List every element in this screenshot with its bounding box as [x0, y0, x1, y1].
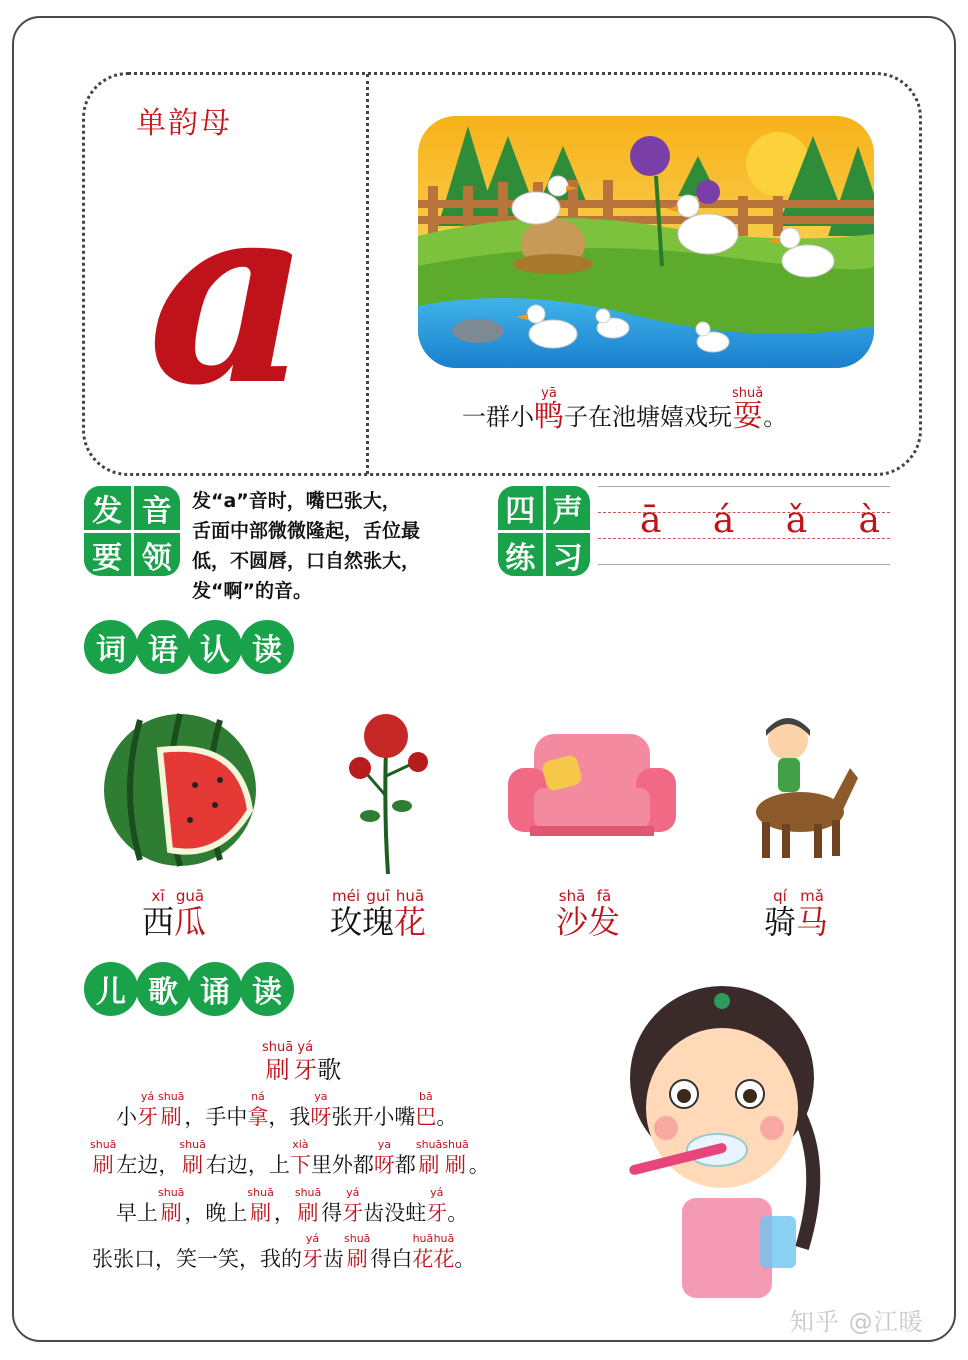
hanzi: 都	[394, 1153, 416, 1177]
duck-pond-illustration	[418, 116, 874, 368]
hanzi: 歌	[317, 1056, 342, 1084]
pinyin: huā	[412, 1232, 434, 1245]
hanzi: 呀	[373, 1153, 395, 1177]
text-char	[486, 386, 510, 432]
hanzi: 嬉	[660, 403, 684, 431]
pinyin	[612, 386, 636, 402]
text-char	[363, 1186, 426, 1226]
hanzi: 右边，上	[205, 1153, 290, 1177]
pinyin: shuā	[247, 1186, 274, 1199]
hanzi: 沙	[556, 903, 589, 941]
text-char	[764, 888, 796, 940]
pronunciation-tiles	[84, 486, 180, 576]
hanzi: 瑰	[362, 903, 395, 941]
heading-char: 儿	[84, 962, 138, 1016]
tile-char: 音	[134, 486, 181, 530]
text-char	[268, 1090, 310, 1130]
text-char	[184, 1090, 247, 1130]
pinyin: fā	[596, 887, 612, 905]
pinyin: huā	[433, 1232, 455, 1245]
hanzi: 鸭	[534, 399, 564, 434]
highlighted-char	[247, 1090, 268, 1130]
tone-tiles	[498, 486, 590, 576]
heading-char: 认	[188, 620, 242, 674]
highlighted-char	[732, 386, 763, 432]
pinyin	[510, 386, 534, 402]
pinyin: guī	[366, 887, 390, 905]
heading-char: 读	[240, 620, 294, 674]
tile-char: 发	[84, 486, 131, 530]
hanzi: 刷	[182, 1153, 204, 1177]
big-letter: a	[148, 146, 310, 440]
pinyin	[486, 386, 510, 402]
watermelon-image	[100, 710, 260, 870]
pronunciation-text	[192, 486, 482, 606]
word-watermelon	[142, 888, 206, 940]
pinyin: bā	[419, 1090, 433, 1103]
watermark: 知乎 @江暖	[790, 1308, 924, 1336]
pinyin: mǎ	[800, 887, 824, 905]
hanzi: 小	[510, 403, 534, 431]
hanzi: 刷	[346, 1247, 368, 1271]
text-char	[660, 386, 684, 432]
pinyin: guā	[175, 887, 205, 905]
pinyin	[311, 1138, 374, 1152]
text-char	[116, 1090, 137, 1130]
highlighted-char	[247, 1186, 273, 1226]
hanzi: 呀	[310, 1105, 332, 1129]
tone-mark: à	[858, 500, 880, 541]
tone-marks	[640, 500, 880, 541]
highlighted-char	[556, 888, 588, 940]
text-char	[469, 1138, 490, 1178]
heading-char: 词	[84, 620, 138, 674]
card-divider	[366, 74, 369, 474]
hanzi: ，我	[268, 1105, 311, 1129]
text-char	[395, 1138, 416, 1178]
pinyin: yá	[430, 1186, 444, 1199]
highlighted-char	[158, 1090, 184, 1130]
pinyin	[395, 1138, 416, 1152]
hanzi: 牙	[302, 1247, 323, 1271]
text-char	[370, 1232, 412, 1272]
hanzi: 池	[612, 403, 636, 431]
pinyin	[363, 1186, 426, 1200]
text-char	[274, 1186, 295, 1226]
hanzi: 小	[116, 1105, 137, 1129]
highlighted-char	[416, 1138, 442, 1178]
hanzi: 。	[447, 1201, 469, 1225]
pinyin	[708, 386, 732, 402]
pinyin: shuā	[294, 1186, 322, 1199]
pinyin	[116, 1090, 137, 1104]
text-char	[116, 1138, 179, 1178]
words-heading	[88, 620, 294, 674]
pinyin	[564, 386, 588, 402]
text-char	[206, 1138, 290, 1178]
hanzi: 刷	[444, 1153, 466, 1177]
pinyin	[184, 1186, 247, 1200]
hanzi: 刷	[265, 1056, 290, 1084]
hanzi: 张开小嘴	[331, 1105, 416, 1129]
poem-line	[90, 1138, 490, 1178]
pinyin: shuā	[158, 1186, 185, 1199]
highlighted-char	[295, 1186, 321, 1226]
tile-char: 声	[546, 486, 591, 530]
hanzi: 耍	[732, 399, 763, 434]
word-sofa	[556, 888, 620, 940]
scene-sentence	[462, 386, 787, 446]
tip-line: 舌面中部微微隆起，舌位最	[192, 520, 421, 542]
text-char	[436, 1090, 457, 1130]
text-char	[510, 386, 534, 432]
hanzi: 牙	[293, 1056, 318, 1084]
pinyin: shuǎ	[732, 386, 764, 401]
highlighted-char	[302, 1232, 323, 1272]
text-char	[636, 386, 660, 432]
hanzi: 得白	[370, 1247, 413, 1271]
tile-char: 领	[134, 533, 181, 576]
poem-title	[262, 1040, 341, 1084]
hanzi: 拿	[247, 1105, 269, 1129]
hanzi: 花	[433, 1247, 455, 1271]
text-char	[588, 386, 612, 432]
pinyin: yá	[140, 1090, 155, 1103]
heading-char: 读	[240, 962, 294, 1016]
hanzi: 一	[462, 403, 486, 431]
pinyin	[462, 386, 486, 402]
text-char	[321, 1186, 342, 1226]
pinyin	[331, 1090, 415, 1104]
tip-line: 发“啊”的音。	[192, 580, 312, 602]
highlighted-char	[293, 1040, 317, 1084]
pinyin	[317, 1040, 341, 1056]
category-label: 单韵母	[136, 106, 232, 141]
hanzi: 得	[321, 1201, 343, 1225]
hanzi: 玩	[708, 403, 732, 431]
text-char	[684, 386, 708, 432]
hanzi: 瓜	[174, 903, 207, 941]
heading-char: 诵	[188, 962, 242, 1016]
hanzi: 巴	[415, 1105, 437, 1129]
pinyin	[469, 1138, 490, 1152]
highlighted-char	[179, 1138, 205, 1178]
text-char	[92, 1232, 302, 1272]
hanzi: 群	[486, 403, 510, 431]
tile-char: 要	[84, 533, 131, 576]
highlighted-char	[374, 1138, 395, 1178]
pinyin: méi	[332, 887, 361, 905]
pinyin	[116, 1138, 179, 1152]
hanzi: ，	[273, 1201, 295, 1225]
highlighted-char	[588, 888, 620, 940]
pinyin: ná	[251, 1090, 265, 1103]
highlighted-char	[342, 1186, 363, 1226]
highlighted-char	[158, 1186, 184, 1226]
pinyin	[206, 1138, 290, 1152]
highlighted-char	[290, 1138, 311, 1178]
word-horse-riding	[764, 888, 828, 940]
hanzi: 花	[412, 1247, 434, 1271]
hanzi: 刷	[418, 1153, 440, 1177]
tip-line: 低，不圆唇，口自然张大，	[192, 550, 421, 572]
hanzi: 刷	[92, 1153, 114, 1177]
hanzi: 齿没蛀	[363, 1201, 427, 1225]
tile-char: 练	[498, 533, 543, 576]
pinyin	[321, 1186, 342, 1200]
pinyin: shuā	[415, 1138, 443, 1151]
text-char	[362, 888, 394, 940]
pinyin: yá	[297, 1040, 314, 1055]
hanzi: 。	[468, 1153, 490, 1177]
pinyin	[268, 1090, 310, 1104]
pinyin: shuā	[179, 1138, 206, 1151]
highlighted-char	[174, 888, 206, 940]
pinyin	[454, 1232, 475, 1246]
hanzi: 发	[588, 903, 621, 941]
poem-line	[92, 1232, 475, 1272]
hanzi: 下	[289, 1153, 311, 1177]
horse-rider-image	[742, 712, 862, 864]
hanzi: 塘	[636, 403, 660, 431]
highlighted-char	[394, 888, 426, 940]
pinyin: yá	[346, 1186, 360, 1199]
word-rose	[330, 888, 426, 940]
text-char	[323, 1232, 344, 1272]
heading-char: 歌	[136, 962, 190, 1016]
pinyin	[684, 386, 708, 402]
hanzi: ，晚上	[184, 1201, 248, 1225]
text-char	[142, 888, 174, 940]
highlighted-char	[796, 888, 828, 940]
tile-char: 习	[546, 533, 591, 576]
hanzi: 里外都	[310, 1153, 374, 1177]
hanzi: 玫	[330, 903, 363, 941]
hanzi: 牙	[342, 1201, 364, 1225]
highlighted-char	[412, 1232, 433, 1272]
highlighted-char	[310, 1090, 331, 1130]
hanzi: 刷	[160, 1201, 182, 1225]
text-char	[447, 1186, 468, 1226]
text-char	[116, 1186, 158, 1226]
rose-image	[340, 706, 432, 876]
pinyin: shuā	[90, 1138, 117, 1151]
hanzi: 刷	[160, 1105, 182, 1129]
pinyin	[370, 1232, 412, 1246]
pinyin: shā	[558, 887, 586, 905]
hanzi: 左边，	[116, 1153, 180, 1177]
pinyin: xī	[151, 887, 165, 905]
hanzi: 骑	[764, 903, 797, 941]
hanzi: 张张口，笑一笑，我的	[92, 1247, 302, 1271]
text-char	[462, 386, 486, 432]
pinyin: shuā	[442, 1138, 469, 1151]
hanzi: 花	[394, 903, 427, 941]
highlighted-char	[426, 1186, 447, 1226]
text-char	[311, 1138, 374, 1178]
hanzi: 。	[436, 1105, 458, 1129]
pinyin: qí	[773, 887, 787, 905]
pinyin	[323, 1232, 344, 1246]
highlighted-char	[415, 1090, 436, 1130]
pinyin: huā	[395, 887, 425, 905]
girl-brushing-teeth-image	[622, 968, 842, 1298]
hanzi: 子	[564, 403, 588, 431]
poem-heading	[88, 962, 294, 1016]
tone-mark: ǎ	[785, 500, 808, 541]
text-char	[763, 386, 787, 432]
hanzi: 刷	[297, 1201, 319, 1225]
pinyin	[763, 386, 787, 402]
text-char	[454, 1232, 475, 1272]
pinyin: shuā	[344, 1232, 371, 1245]
pinyin: xià	[292, 1138, 309, 1151]
highlighted-char	[534, 386, 564, 432]
sofa-image	[504, 728, 680, 846]
hanzi: 马	[796, 903, 829, 941]
pinyin	[447, 1186, 468, 1200]
hanzi: 西	[142, 903, 175, 941]
highlighted-char	[344, 1232, 370, 1272]
tone-mark: ā	[640, 500, 662, 541]
pinyin	[588, 386, 612, 402]
text-char	[330, 888, 362, 940]
tone-mark: á	[712, 500, 735, 541]
tile-char: 四	[498, 486, 543, 530]
hanzi: 牙	[426, 1201, 448, 1225]
hanzi: ，手中	[184, 1105, 248, 1129]
highlighted-char	[262, 1040, 293, 1084]
pinyin	[636, 386, 660, 402]
highlighted-char	[137, 1090, 158, 1130]
hanzi: 。	[763, 403, 788, 431]
hanzi: 戏	[684, 403, 708, 431]
heading-char: 语	[136, 620, 190, 674]
highlighted-char	[442, 1138, 468, 1178]
tip-line: 发“a”音时，嘴巴张大，	[192, 490, 401, 512]
highlighted-char	[90, 1138, 116, 1178]
hanzi: 刷	[250, 1201, 272, 1225]
hanzi: 早上	[116, 1201, 158, 1225]
pinyin: ya	[314, 1090, 328, 1103]
pinyin: yá	[305, 1232, 320, 1245]
poem-line	[116, 1090, 457, 1130]
hanzi: 齿	[323, 1247, 344, 1271]
pinyin: shuā	[158, 1090, 185, 1103]
pinyin	[274, 1186, 295, 1200]
hanzi: 在	[588, 403, 612, 431]
text-char	[331, 1090, 415, 1130]
hanzi: 牙	[137, 1105, 158, 1129]
pinyin	[184, 1090, 247, 1104]
pinyin: yā	[541, 386, 557, 401]
pinyin	[92, 1232, 302, 1246]
text-char	[564, 386, 588, 432]
hanzi: 。	[454, 1247, 476, 1271]
pinyin	[116, 1186, 158, 1200]
text-char	[708, 386, 732, 432]
text-char	[317, 1040, 341, 1084]
text-char	[612, 386, 636, 432]
pinyin: ya	[377, 1138, 391, 1151]
pinyin	[436, 1090, 457, 1104]
text-char	[184, 1186, 247, 1226]
pinyin	[660, 386, 684, 402]
highlighted-char	[433, 1232, 454, 1272]
poem-line	[116, 1186, 468, 1226]
pinyin: shuā	[262, 1040, 294, 1055]
